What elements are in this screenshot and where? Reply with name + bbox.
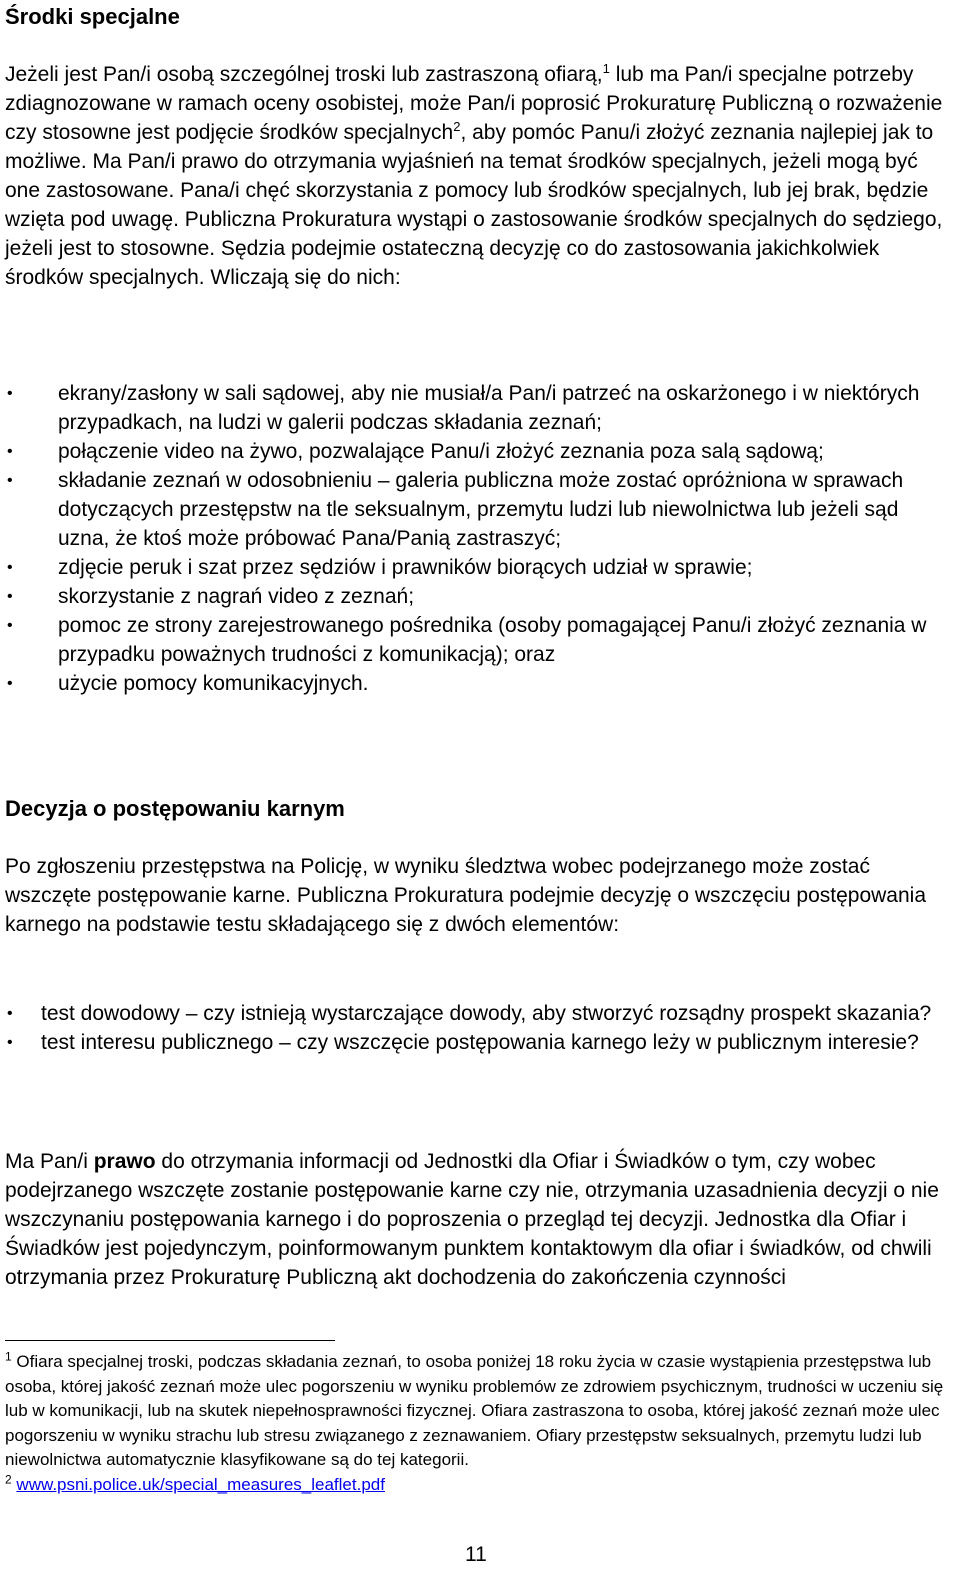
- footnote-ref-2[interactable]: 2: [453, 119, 461, 134]
- list-item-text: test dowodowy – czy istnieją wystarczające dowody, aby stworzyć rozsądny prospekt skazania?: [41, 1002, 932, 1025]
- para-text-2: do otrzymania informacji od Jednostki dla Ofiar i Świadków o tym, czy wobec podejrzanego wszczęte zostanie postępowanie karne czy nie, otrzymania uzasadnienia decyzji o nie wszczynaniu postępowania karnego i do poproszenia o przegląd tej decyzji. Jednostka dla Ofiar i Świadków jest pojedynczym, poinformowanym punktem kontaktowym dla ofiar i świadków, od chwili otrzymania przez Prokuraturę Publiczną akt dochodzenia do zakończenia czynności: [5, 1150, 939, 1289]
- bullet-icon: •: [7, 617, 13, 634]
- bullet-icon: •: [7, 675, 13, 692]
- list-item-text: pomoc ze strony zarejestrowanego pośrednika (osoby pomagającej Panu/i złożyć zeznania w przypadku poważnych trudności z komunikacją); oraz: [58, 614, 927, 666]
- list-item-text: ekrany/zasłony w sali sądowej, aby nie musiał/a Pan/i patrzeć na oskarżonego i w niektórych przypadkach, na ludzi w galerii podczas składania zeznań;: [58, 382, 920, 434]
- leaflet-link[interactable]: www.psni.police.uk/special_measures_leaflet.pdf: [16, 1474, 385, 1494]
- bullet-icon: •: [7, 443, 13, 460]
- footnote-2: [5, 1473, 953, 1498]
- two-stage-test-list: [5, 999, 953, 1057]
- list-item-text: skorzystanie z nagrań video z zeznań;: [58, 585, 415, 608]
- section-title-prosecution-decision: Decyzja o postępowaniu karnym: [5, 796, 345, 821]
- list-item: [5, 999, 953, 1028]
- prosecution-intro: Po zgłoszeniu przestępstwa na Policję, w wyniku śledztwa wobec podejrzanego może zostać wszczęte postępowanie karne. Publiczna Prokuratura podejmie decyzję o wszczęciu postępowania karnego na podstawie testu składającego się z dwóch elementów:: [5, 855, 926, 936]
- footnote-ref-1[interactable]: 1: [602, 61, 610, 76]
- bullet-icon: •: [7, 559, 13, 576]
- footnote-text: Ofiara specjalnej troski, podczas składania zeznań, to osoba poniżej 18 roku życia w czasie wystąpienia przestępstwa lub osoba, której jakość zeznań może ulec pogorszeniu w wyniku problemów ze zdrowiem psychicznym, trudności w uczeniu się lub w komunikacji, lub na skutek niepełnosprawności fizycznej. Ofiara zastraszona to osoba, której jakość zeznań może ulec pogorszeniu w wyniku strachu lub stresu związanego z zeznawaniem. Ofiary przestępstw seksualnych, przemytu ludzi lub niewolnictwa automatycznie klasyfikowane są do tej kategorii.: [5, 1352, 944, 1469]
- special-measures-intro: [5, 60, 953, 292]
- bullet-icon: •: [7, 1005, 13, 1022]
- list-item-text: zdjęcie peruk i szat przez sędziów i prawników biorących udział w sprawie;: [58, 556, 753, 579]
- bullet-icon: •: [7, 385, 13, 402]
- bullet-icon: •: [7, 472, 13, 489]
- bold-right-word: prawo: [93, 1150, 156, 1173]
- intro-text-1: Jeżeli jest Pan/i osobą szczególnej troski lub zastraszoną ofiarą,: [5, 63, 603, 86]
- list-item: [5, 611, 953, 669]
- intro-text-2: lub ma Pan/i specjalne potrzeby zdiagnozowane w ramach oceny osobistej, może Pan/i poprosić Prokuraturę Publiczną o rozważenie czy stosowne jest podjęcie środków specjalnych: [5, 63, 943, 144]
- list-item: [5, 582, 953, 611]
- list-item: [5, 553, 953, 582]
- list-item-text: test interesu publicznego – czy wszczęcie postępowania karnego leży w publicznym interesie?: [41, 1031, 919, 1054]
- list-item-text: użycie pomocy komunikacyjnych.: [58, 672, 369, 695]
- list-item: [5, 379, 953, 437]
- list-item: [5, 437, 953, 466]
- list-item-text: składanie zeznań w odosobnieniu – galeria publiczna może zostać opróżniona w sprawach dotyczących przestępstw na tle seksualnym, przemytu ludzi lub niewolnictwa lub jeżeli sąd uzna, że ktoś może próbować Pana/Panią zastraszyć;: [58, 469, 904, 550]
- special-measures-list: [5, 379, 953, 698]
- bullet-icon: •: [7, 1034, 13, 1051]
- para-text-1: Ma Pan/i: [5, 1150, 94, 1173]
- footnotes: [5, 1350, 953, 1497]
- section-title-special-measures: Środki specjalne: [5, 4, 180, 29]
- intro-text-3: , aby pomóc Panu/i złożyć zeznania najlepiej jak to możliwe. Ma Pan/i prawo do otrzymania wyjaśnień na temat środków specjalnych, jeżeli mogą być one zastosowane. Pana/i chęć skorzystania z pomocy lub środków specjalnych, lub jej brak, będzie wzięta pod uwagę. Publiczna Prokuratura wystąpi o zastosowanie środków specjalnych do sędziego, jeżeli jest to stosowne. Sędzia podejmie ostateczną decyzję co do zastosowania jakichkolwiek środków specjalnych. Wliczają się do nich:: [5, 121, 943, 289]
- footnote-divider: [5, 1340, 335, 1341]
- list-item: [5, 669, 953, 698]
- footnote-number: 1: [5, 1349, 12, 1364]
- right-to-information-paragraph: [5, 1147, 953, 1292]
- list-item: [5, 1028, 953, 1057]
- footnote-number: 2: [5, 1471, 12, 1486]
- list-item-text: połączenie video na żywo, pozwalające Panu/i złożyć zeznania poza salą sądową;: [58, 440, 824, 463]
- page-number: 11: [465, 1543, 487, 1566]
- list-item: [5, 466, 953, 553]
- footnote-1: [5, 1350, 953, 1473]
- bullet-icon: •: [7, 588, 13, 605]
